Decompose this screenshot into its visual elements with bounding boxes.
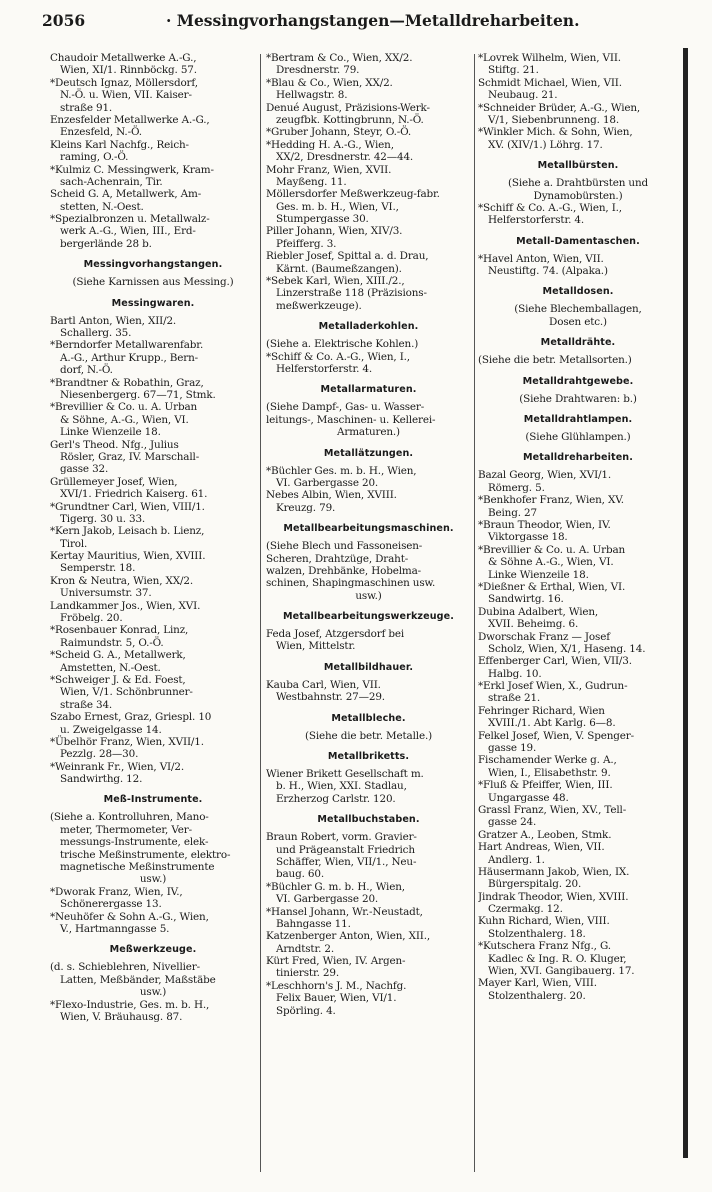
entry-line: Nebes Albin, Wien, XVIII.: [266, 489, 397, 502]
entry-continuation: Neustiftg. 74. (Alpaka.): [488, 265, 608, 278]
entry-continuation: gasse 24.: [488, 816, 537, 829]
entry-line: (d. s. Schieblehren, Nivellier-: [50, 961, 200, 974]
entry-line: *Lovrek Wilhelm, Wien, VII.: [478, 52, 621, 64]
entry-continuation: Neubaug. 21.: [488, 89, 558, 102]
entry-continuation: meter, Thermometer, Ver-: [60, 823, 192, 836]
page-number: 2056: [42, 11, 86, 30]
column-left: [50, 52, 256, 1023]
entry-line: *Benkhofer Franz, Wien, XV.: [478, 494, 624, 507]
entry-line: *Weinrank Fr., Wien, VI/2.: [50, 760, 184, 773]
entry-continuation: XX/2, Dresdnerstr. 42—44.: [276, 151, 414, 164]
entry-continuation: zeugfbk. Kottingbrunn, N.-Ö.: [276, 113, 424, 126]
entry-continuation: A.-G., Arthur Krupp., Bern-: [60, 351, 198, 364]
cross-reference: Armaturen.): [337, 426, 400, 439]
entry-continuation: Linke Wienzeile 18.: [488, 568, 589, 581]
entry-line: Bazal Georg, Wien, XVI/1.: [478, 469, 611, 482]
entry-line: *Büchler Ges. m. b. H., Wien,: [266, 464, 417, 477]
entry-line: *Übelhör Franz, Wien, XVII/1.: [50, 735, 204, 748]
entry-continuation: Felix Bauer, Wien, VI/1.: [276, 992, 397, 1005]
entry-line: *Dworak Franz, Wien, IV.,: [50, 885, 183, 898]
section-heading: Meß-Instrumente.: [103, 794, 203, 806]
entry-continuation: Andlerg. 1.: [488, 853, 545, 866]
entry-continuation: Sandwirtg. 16.: [488, 593, 564, 606]
entry-line: Dworschak Franz — Josef: [478, 630, 610, 643]
entry-line: leitungs-, Maschinen- u. Kellerei-: [266, 413, 436, 426]
entry-line: *Kutschera Franz Nfg., G.: [478, 940, 611, 953]
entry-continuation: Bürgerspitalg. 20.: [488, 878, 582, 891]
entry-continuation: Westbahnstr. 27—29.: [276, 691, 385, 704]
entry-line: *Brevillier & Co. u. A. Urban: [478, 543, 626, 556]
entry-line: *Brevillier & Co. u. A. Urban: [50, 401, 198, 414]
entry-line: Schmidt Michael, Wien, VII.: [478, 76, 622, 89]
entry-continuation: Linzerstraße 118 (Präzisions-: [276, 287, 427, 300]
entry-line: *Dießner & Erthal, Wien, VI.: [478, 580, 626, 593]
entry-continuation: Wien, V. Bräuhausg. 87.: [60, 1010, 183, 1023]
column-divider: [474, 54, 475, 1172]
section-heading: Messingvorhangstangen.: [83, 259, 223, 271]
cross-reference: (Siehe die betr. Metalle.): [304, 729, 433, 742]
section-heading: Metall-Damentaschen.: [516, 235, 640, 247]
entry-continuation: straße 91.: [60, 101, 113, 114]
column-middle: [266, 52, 471, 1017]
entry-line: Fehringer Richard, Wien: [478, 704, 605, 717]
entry-continuation: XVIII./1. Abt Karlg. 6—8.: [488, 717, 616, 730]
entry-continuation: Tirol.: [60, 537, 88, 550]
entry-line: *Flexo-Industrie, Ges. m. b. H.,: [50, 998, 210, 1011]
section-heading: Messingwaren.: [111, 297, 195, 309]
entry-line: *Grundtner Carl, Wien, VIII/1.: [50, 500, 205, 513]
entry-line: Piller Johann, Wien, XIV/3.: [266, 225, 403, 238]
entry-line: *Hedding H. A.-G., Wien,: [266, 138, 394, 151]
entry-continuation: stetten, N.-Oest.: [60, 200, 144, 213]
entry-line: Bartl Anton, Wien, XII/2.: [50, 314, 177, 327]
entry-line: Enzesfelder Metallwerke A.-G.,: [50, 113, 210, 126]
entry-continuation: b. H., Wien, XXI. Stadlau,: [276, 780, 407, 793]
entry-line: Kuhn Richard, Wien, VIII.: [478, 915, 610, 928]
entry-continuation: Ges. m. b. H., Wien, VI.,: [276, 200, 399, 213]
entry-continuation: Stolzenthalerg. 20.: [488, 989, 586, 1002]
section-heading: Metallbearbeitungsmaschinen.: [283, 523, 454, 535]
entry-continuation: Stiftg. 21.: [488, 64, 539, 77]
entry-continuation: Halbg. 10.: [488, 667, 542, 680]
entry-continuation: u. Zweigelgasse 14.: [60, 723, 162, 736]
entry-line: Grüllemeyer Josef, Wien,: [50, 475, 178, 488]
entry-continuation: Viktorgasse 18.: [488, 531, 568, 544]
entry-line: *Gruber Johann, Steyr, O.-Ö.: [266, 126, 412, 139]
entry-line: Jindrak Theodor, Wien, XVIII.: [478, 890, 629, 903]
entry-continuation: Wien, I., Elisabethstr. 9.: [488, 766, 611, 779]
entry-continuation: magnetische Meßinstrumente: [60, 861, 215, 874]
entry-continuation: Kreuzg. 79.: [276, 501, 336, 514]
cross-reference: Dosen etc.): [549, 315, 607, 328]
entry-line: Riebler Josef, Spittal a. d. Drau,: [266, 250, 429, 263]
entry-line: Chaudoir Metallwerke A.-G.,: [50, 52, 197, 64]
cross-reference: usw.): [139, 873, 167, 886]
entry-continuation: Spörling. 4.: [276, 1004, 336, 1017]
entry-continuation: V/1, Siebenbrunneng. 18.: [488, 113, 620, 126]
entry-continuation: Czermakg. 12.: [488, 903, 563, 916]
entry-continuation: Kadlec & Ing. R. O. Kluger,: [488, 952, 627, 965]
entry-continuation: Latten, Meßbänder, Maßstäbe: [60, 973, 216, 986]
entry-line: Scheid G. A, Metallwerk, Am-: [50, 188, 202, 201]
page-header: [42, 6, 672, 36]
entry-continuation: und Prägeanstalt Friedrich: [276, 843, 415, 856]
entry-line: Häusermann Jakob, Wien, IX.: [478, 865, 630, 878]
entry-line: *Erkl Josef Wien, X., Gudrun-: [478, 680, 628, 693]
entry-line: *Schiff & Co. A.-G., Wien, I.,: [266, 350, 410, 363]
entry-line: *Scheid G. A., Metallwerk,: [50, 649, 186, 662]
page-edge-shadow: [683, 48, 688, 1158]
entry-line: *Büchler G. m. b. H., Wien,: [266, 880, 405, 893]
cross-reference: usw.): [355, 589, 382, 602]
entry-continuation: Raimundstr. 5, O.-Ö.: [60, 636, 164, 649]
entry-continuation: Helferstorferstr. 4.: [276, 362, 373, 375]
entry-continuation: VI. Garbergasse 20.: [276, 893, 379, 906]
entry-continuation: Dresdnerstr. 79.: [276, 64, 360, 77]
cross-reference: (Siehe Glühlampen.): [525, 431, 631, 444]
entry-line: *Blau & Co., Wien, XX/2.: [266, 76, 393, 89]
entry-line: Braun Robert, vorm. Gravier-: [266, 831, 417, 844]
entry-continuation: Wien, XI/1. Rinnböckg. 57.: [60, 64, 197, 77]
entry-continuation: trische Meßinstrumente, elektro-: [60, 848, 231, 861]
entry-continuation: raming, O.-Ö.: [60, 151, 129, 164]
entry-continuation: Helferstorferstr. 4.: [488, 214, 585, 227]
entry-line: Szabo Ernest, Graz, Griespl. 10: [50, 711, 212, 724]
entry-continuation: N.-Ö. u. Wien, VII. Kaiser-: [60, 89, 192, 102]
entry-line: *Sebek Karl, Wien, XIII./2.,: [266, 275, 405, 288]
entry-line: Wiener Brikett Gesellschaft m.: [266, 768, 424, 781]
column-divider: [260, 54, 261, 1172]
entry-line: Landkammer Jos., Wien, XVI.: [50, 599, 201, 612]
entry-continuation: Fröbelg. 20.: [60, 612, 123, 625]
entry-line: Mayer Karl, Wien, VIII.: [478, 977, 597, 990]
entry-line: *Winkler Mich. & Sohn, Wien,: [478, 126, 633, 139]
entry-continuation: Scholz, Wien, X/1, Haseng. 14.: [488, 642, 646, 655]
entry-line: Grassl Franz, Wien, XV., Tell-: [478, 803, 627, 816]
entry-line: schinen, Shapingmaschinen usw.: [266, 577, 436, 590]
entry-line: Kauba Carl, Wien, VII.: [266, 678, 381, 691]
entry-line: walzen, Drehbänke, Hobelma-: [266, 564, 422, 577]
entry-continuation: Tigerg. 30 u. 33.: [60, 512, 146, 525]
entry-continuation: werk A.-G., Wien, III., Erd-: [60, 225, 196, 238]
entry-line: (Siehe die betr. Metallsorten.): [478, 354, 632, 367]
section-heading: Metallbriketts.: [327, 751, 410, 763]
column-right: [478, 52, 678, 1002]
entry-line: *Kulmiz C. Messingwerk, Kram-: [50, 163, 214, 176]
entry-line: (Siehe a. Elektrische Kohlen.): [266, 338, 419, 351]
entry-continuation: Schönerergasse 13.: [60, 898, 162, 911]
entry-continuation: straße 34.: [60, 698, 113, 711]
entry-line: *Schiff & Co. A.-G., Wien, I.,: [478, 201, 622, 214]
entry-line: Kron & Neutra, Wien, XX/2.: [50, 574, 193, 587]
entry-continuation: baug. 60.: [276, 868, 324, 881]
entry-continuation: Bahngasse 11.: [276, 917, 351, 930]
entry-line: Gerl's Theod. Nfg., Julius: [50, 438, 179, 451]
entry-continuation: Pfeifferg. 3.: [276, 237, 337, 250]
cross-reference: (Siehe Drahtwaren: b.): [519, 392, 637, 405]
section-heading: Metallbuchstaben.: [317, 814, 420, 826]
entry-line: Gratzer A., Leoben, Stmk.: [478, 828, 612, 841]
entry-continuation: Wien, XVI. Gangibauerg. 17.: [488, 965, 635, 978]
entry-line: Kleins Karl Nachfg., Reich-: [50, 138, 189, 151]
cross-reference: usw.): [139, 986, 167, 999]
section-heading: Meßwerkzeuge.: [109, 944, 197, 956]
entry-line: Denué August, Präzisions-Werk-: [266, 101, 430, 114]
section-heading: Metalldreharbeiten.: [523, 452, 633, 464]
entry-line: (Siehe Dampf-, Gas- u. Wasser-: [266, 401, 425, 414]
entry-continuation: dorf, N.-Ö.: [60, 364, 113, 377]
entry-continuation: Rösler, Graz, IV. Marschall-: [60, 450, 200, 463]
entry-continuation: Schallerg. 35.: [60, 327, 132, 340]
entry-continuation: Stolzenthalerg. 18.: [488, 927, 586, 940]
entry-continuation: messungs-Instrumente, elek-: [60, 836, 209, 849]
entry-continuation: Stumpergasse 30.: [276, 213, 369, 226]
entry-continuation: Wien, V/1. Schönbrunner-: [60, 686, 193, 699]
entry-continuation: tinierstr. 29.: [276, 967, 339, 980]
entry-line: Kürt Fred, Wien, IV. Argen-: [266, 955, 406, 968]
section-heading: Metallbürsten.: [537, 160, 619, 172]
entry-line: *Rosenbauer Konrad, Linz,: [50, 624, 189, 637]
entry-continuation: XVII. Beheimg. 6.: [488, 618, 579, 631]
entry-continuation: Wien, Mittelstr.: [276, 640, 356, 653]
section-heading: Metallbildhauer.: [323, 661, 414, 673]
entry-line: Scheren, Drahtzüge, Draht-: [266, 552, 409, 565]
section-heading: Metalldrähte.: [540, 337, 616, 349]
section-heading: Metallbearbeitungswerkzeuge.: [283, 611, 454, 623]
entry-line: Fischamender Werke g. A.,: [478, 754, 617, 767]
entry-line: *Spezialbronzen u. Metallwalz-: [50, 213, 210, 226]
entry-continuation: Sandwirthg. 12.: [60, 773, 143, 786]
entry-line: *Hansel Johann, Wr.-Neustadt,: [266, 905, 423, 918]
entry-continuation: meßwerkzeuge).: [276, 299, 362, 312]
cross-reference: Dynamobürsten.): [533, 189, 623, 202]
entry-continuation: gasse 19.: [488, 742, 537, 755]
section-heading: Metalldosen.: [542, 286, 614, 298]
entry-line: *Deutsch Ignaz, Möllersdorf,: [50, 76, 198, 89]
entry-line: *Schweiger J. & Ed. Foest,: [50, 673, 186, 686]
entry-line: *Bertram & Co., Wien, XX/2.: [266, 52, 413, 64]
entry-continuation: Mayßeng. 11.: [276, 175, 347, 188]
entry-line: (Siehe Blech und Fassoneisen-: [266, 540, 423, 553]
entry-line: Katzenberger Anton, Wien, XII.,: [266, 930, 431, 943]
entry-line: *Schneider Brüder, A.-G., Wien,: [478, 101, 641, 114]
entry-line: *Leschhorn's J. M., Nachfg.: [266, 979, 407, 992]
entry-line: Dubina Adalbert, Wien,: [478, 605, 599, 618]
entry-continuation: Linke Wienzeile 18.: [60, 426, 161, 439]
entry-line: Effenberger Carl, Wien, VII/3.: [478, 655, 632, 668]
entry-continuation: XVI/1. Friedrich Kaiserg. 61.: [60, 488, 208, 501]
entry-line: Mohr Franz, Wien, XVII.: [266, 163, 392, 176]
section-heading: Metalldrahtlampen.: [523, 414, 633, 426]
entry-line: (Siehe a. Kontrolluhren, Mano-: [50, 811, 209, 824]
page-title: · Messingvorhangstangen—Metalldreharbeiten.: [166, 11, 580, 30]
entry-line: Kertay Mauritius, Wien, XVIII.: [50, 550, 206, 563]
cross-reference: (Siehe a. Drahtbürsten und: [507, 177, 649, 190]
entry-continuation: Being. 27: [488, 506, 537, 519]
entry-continuation: Erzherzog Carlstr. 120.: [276, 792, 396, 805]
entry-continuation: Universumstr. 37.: [60, 587, 152, 600]
entry-line: *Braun Theodor, Wien, IV.: [478, 518, 611, 531]
entry-line: *Fluß & Pfeiffer, Wien, III.: [478, 779, 613, 792]
section-heading: Metallarmaturen.: [320, 384, 417, 396]
entry-continuation: Semperstr. 18.: [60, 562, 136, 575]
entry-line: *Havel Anton, Wien, VII.: [478, 252, 604, 265]
entry-continuation: Enzesfeld, N.-Ö.: [60, 126, 142, 139]
section-heading: Metalldrahtgewebe.: [522, 375, 634, 387]
section-heading: Metallbleche.: [331, 712, 406, 724]
entry-continuation: bergerlände 28 b.: [60, 237, 152, 250]
entry-continuation: Niesenbergerg. 67—71, Stmk.: [60, 388, 216, 401]
entry-continuation: Pezzlg. 28—30.: [60, 748, 139, 761]
entry-line: *Berndorfer Metallwarenfabr.: [50, 339, 204, 352]
entry-continuation: Kärnt. (Baumeßzangen).: [276, 262, 402, 275]
entry-continuation: VI. Garbergasse 20.: [276, 476, 379, 489]
entry-line: *Kern Jakob, Leisach b. Lienz,: [50, 525, 205, 538]
section-heading: Metallätzungen.: [323, 447, 414, 459]
entry-continuation: V., Hartmanngasse 5.: [60, 923, 170, 935]
cross-reference: (Siehe Karnissen aus Messing.): [72, 276, 234, 289]
entry-continuation: Ungargasse 48.: [488, 791, 569, 804]
entry-continuation: XV. (XIV/1.) Löhrg. 17.: [488, 138, 603, 151]
section-heading: Metalladerkohlen.: [318, 321, 419, 333]
entry-continuation: gasse 32.: [60, 463, 109, 476]
entry-continuation: & Söhne, A.-G., Wien, VI.: [60, 413, 189, 426]
entry-line: Felkel Josef, Wien, V. Spenger-: [478, 729, 634, 742]
entry-continuation: Schäffer, Wien, VII/1., Neu-: [276, 855, 417, 868]
entry-continuation: Arndtstr. 2.: [276, 942, 335, 955]
entry-continuation: sach-Achenrain, Tir.: [60, 175, 163, 188]
entry-line: *Neuhöfer & Sohn A.-G., Wien,: [50, 910, 209, 923]
entry-continuation: & Söhne A.-G., Wien, VI.: [488, 556, 614, 569]
cross-reference: (Siehe Blechemballagen,: [514, 303, 642, 316]
entry-line: Hart Andreas, Wien, VII.: [478, 841, 605, 854]
entry-line: *Brandtner & Robathin, Graz,: [50, 376, 204, 389]
entry-continuation: Amstetten, N.-Oest.: [60, 661, 161, 674]
entry-continuation: Römerg. 5.: [488, 481, 545, 494]
entry-line: Feda Josef, Atzgersdorf bei: [266, 628, 405, 641]
entry-line: Möllersdorfer Meßwerkzeug-fabr.: [266, 188, 440, 201]
entry-continuation: straße 21.: [488, 692, 541, 705]
entry-continuation: Hellwagstr. 8.: [276, 89, 348, 102]
